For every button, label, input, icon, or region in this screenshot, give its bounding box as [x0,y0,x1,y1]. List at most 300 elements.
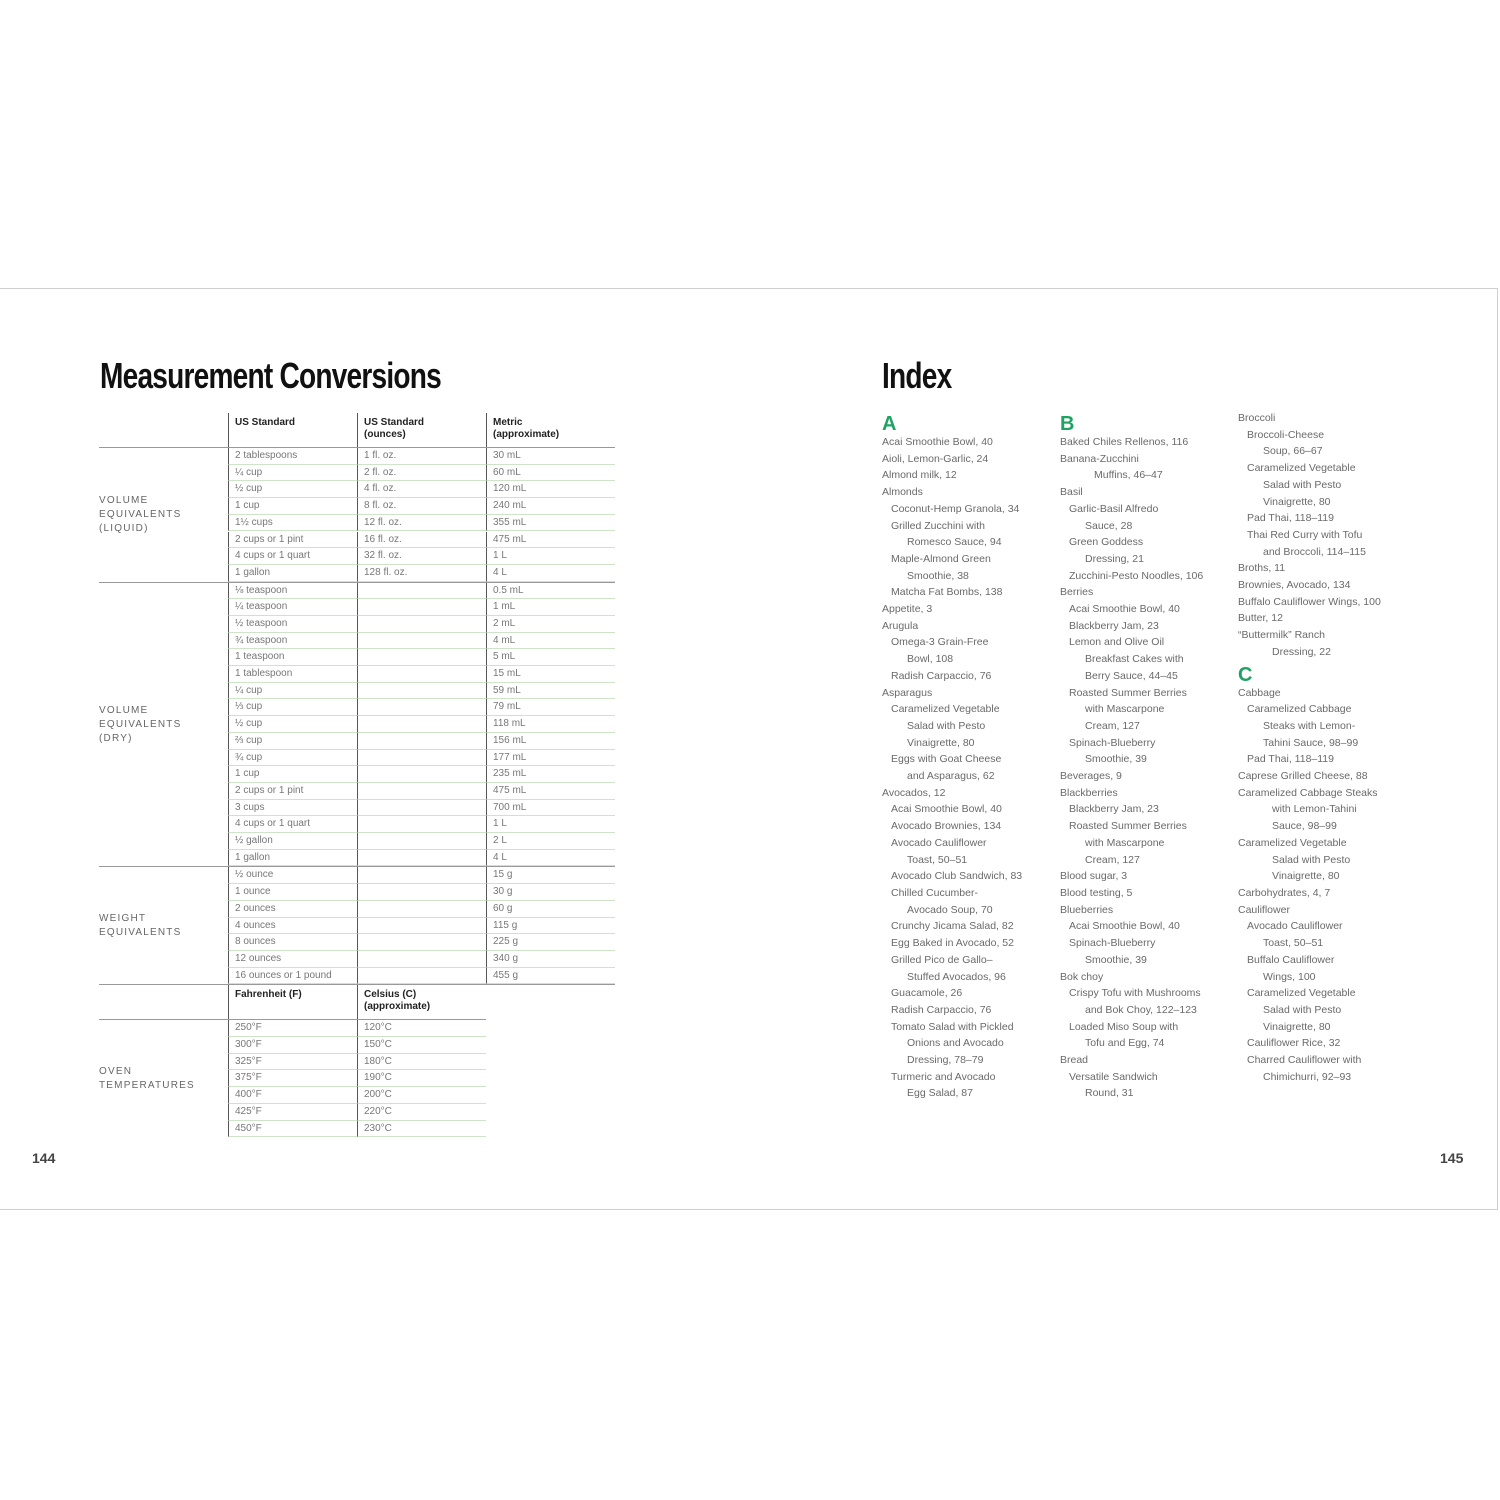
index-entry: Thai Red Curry with Tofu [1247,528,1363,541]
table-row [99,783,615,800]
index-entry: Caramelized Vegetable [1238,836,1347,849]
index-entry: Avocado Cauliflower [1247,920,1343,933]
index-entry: Avocado Cauliflower [891,836,987,849]
table-cell: 235 mL [486,766,615,783]
table-cell: 4 mL [486,633,615,650]
index-entry: Brownies, Avocado, 134 [1238,579,1351,592]
table-cell: 450°F [228,1121,357,1138]
index-entry: Aioli, Lemon-Garlic, 24 [882,452,989,465]
table-cell: ⅓ cup [228,699,357,716]
table-cell: 30 mL [486,448,615,465]
index-entry: Pad Thai, 118–119 [1247,753,1334,766]
table-row [99,934,615,951]
table-row [99,800,615,817]
index-entry: Vinaigrette, 80 [1263,495,1331,508]
table-cell: 32 fl. oz. [357,548,486,565]
table-cell: 1 cup [228,498,357,515]
index-entry: Roasted Summer Berries [1069,686,1187,699]
index-entry: Bread [1060,1054,1089,1067]
group-label-line: EQUIVALENTS [99,508,182,520]
table-row [99,1121,486,1138]
index-entry: Toast, 50–51 [1263,937,1324,950]
index-entry: Salad with Pesto [907,719,986,732]
index-entry: Salad with Pesto [1263,1003,1342,1016]
table-group [99,583,615,868]
table-cell: 150°C [357,1037,486,1054]
table-row [99,666,615,683]
index-entry: Wings, 100 [1263,970,1316,983]
table-cell: 60 g [486,901,615,918]
index-letter-heading: B [1060,413,1075,435]
index-entry: Salad with Pesto [1263,478,1342,491]
column-header [228,985,357,1019]
group-label-line: WEIGHT [99,912,147,924]
table-cell: 3 cups [228,800,357,817]
index-entry: Caramelized Cabbage Steaks [1238,786,1378,799]
table-cell: ⅛ teaspoon [228,583,357,600]
index-entry: Bowl, 108 [907,653,954,666]
table-cell [357,633,486,650]
index-entry: Avocados, 12 [882,786,946,799]
index-entry: Banana-Zucchini [1060,452,1139,465]
index-entry: Turmeric and Avocado [891,1070,996,1083]
table-cell: ⅔ cup [228,733,357,750]
table-cell: 2 cups or 1 pint [228,532,357,549]
index-entry: Cream, 127 [1085,719,1140,732]
index-entry: Vinaigrette, 80 [1263,1020,1331,1033]
table-cell: 230°C [357,1121,486,1138]
index-entry: Grilled Pico de Gallo– [891,953,993,966]
column-header-line: US Standard [364,417,425,428]
index-entry: Caramelized Vegetable [1247,987,1356,1000]
index-entry: Cauliflower [1238,903,1290,916]
table-cell: ½ cup [228,481,357,498]
index-entry: Zucchini-Pesto Noodles, 106 [1069,569,1204,582]
table-row [99,548,615,565]
column-header-line: (approximate) [364,1001,431,1013]
index-entry: Cauliflower Rice, 32 [1247,1037,1341,1050]
index-entry: Carbohydrates, 4, 7 [1238,886,1331,899]
table-row [99,532,615,549]
index-entry: Romesco Sauce, 94 [907,536,1002,549]
index-entry: Blood testing, 5 [1060,886,1133,899]
index-column [1060,410,1235,1102]
table-header-row [99,413,615,448]
table-cell: 1 fl. oz. [357,448,486,465]
table-cell: 1 gallon [228,850,357,867]
column-header-line: Fahrenheit (F) [235,989,302,1001]
index-entry: Chilled Cucumber- [891,886,978,899]
table-cell: 60 mL [486,465,615,482]
index-entry: Smoothie, 38 [907,569,969,582]
table-cell [357,816,486,833]
table-cell [357,783,486,800]
index-entry: Onions and Avocado [907,1037,1004,1050]
index-entry: Tofu and Egg, 74 [1085,1037,1165,1050]
index-entry: Arugula [882,619,919,632]
table-row [99,867,615,884]
table-cell: 1 mL [486,599,615,616]
index-entry: Acai Smoothie Bowl, 40 [882,436,993,448]
index-entry: Buffalo Cauliflower Wings, 100 [1238,595,1381,608]
table-cell [357,951,486,968]
column-header-line: (approximate) [493,429,560,440]
table-cell: 355 mL [486,515,615,532]
table-cell: ¾ teaspoon [228,633,357,650]
table-row [99,766,615,783]
table-cell: 12 fl. oz. [357,515,486,532]
index-entry: Appetite, 3 [882,603,933,616]
table-cell: ¼ teaspoon [228,599,357,616]
table-cell: 1 cup [228,766,357,783]
table-row [99,649,615,666]
index-entry: Smoothie, 39 [1085,753,1147,766]
table-group-oven [99,1020,615,1137]
page-number-right: 145 [1440,1150,1464,1166]
table-row [99,716,615,733]
table-cell: 1 gallon [228,565,357,582]
index-entry: Egg Salad, 87 [907,1087,973,1100]
index-entry: Egg Baked in Avocado, 52 [891,937,1014,950]
index-entry: with Mascarpone [1085,836,1165,849]
table-row [99,565,615,582]
table-cell [357,683,486,700]
table-cell: 1 teaspoon [228,649,357,666]
table-cell: 475 mL [486,532,615,549]
index-entry: Berry Sauce, 44–45 [1085,669,1178,682]
index-entry: Charred Cauliflower with [1247,1054,1362,1067]
index-column [1238,410,1413,1085]
table-cell: 177 mL [486,750,615,767]
table-row [99,833,615,850]
table-cell [357,867,486,884]
index-entry: Dressing, 21 [1085,552,1144,565]
table-cell: 240 mL [486,498,615,515]
table-row [99,465,615,482]
table-row [99,1054,486,1071]
column-header [486,413,615,447]
group-label-line: (LIQUID) [99,522,149,534]
index-title: Index [882,355,952,396]
table-cell: 1 ounce [228,884,357,901]
table-cell: 2 ounces [228,901,357,918]
table-cell: 300°F [228,1037,357,1054]
table-cell: 2 L [486,833,615,850]
table-row [99,683,615,700]
table-row [99,1070,486,1087]
table-cell: 4 cups or 1 quart [228,548,357,565]
index-entry: Vinaigrette, 80 [1272,870,1340,883]
index-entry: Steaks with Lemon- [1263,719,1356,732]
table-group [99,448,615,583]
table-cell: ½ ounce [228,867,357,884]
index-entry: Roasted Summer Berries [1069,820,1187,833]
index-entry: Grilled Zucchini with [891,519,985,532]
table-cell: 1 tablespoon [228,666,357,683]
index-entry: Blackberry Jam, 23 [1069,803,1159,816]
index-entry: Crunchy Jicama Salad, 82 [891,920,1014,933]
table-row [99,633,615,650]
table-row [99,1020,486,1037]
column-header-line: (ounces) [364,429,406,440]
group-label-line: VOLUME [99,494,149,506]
index-entry: Garlic-Basil Alfredo [1069,502,1159,515]
table-cell: 5 mL [486,649,615,666]
index-entry: Broths, 11 [1238,562,1286,575]
table-cell [357,616,486,633]
table-row [99,1087,486,1104]
table-cell: 8 ounces [228,934,357,951]
table-cell: 325°F [228,1054,357,1071]
index-entry: Caprese Grilled Cheese, 88 [1238,770,1368,783]
index-entry: Radish Carpaccio, 76 [891,1003,992,1016]
table-cell: 2 fl. oz. [357,465,486,482]
index-entry: Bok choy [1060,970,1104,983]
conversion-table [99,413,615,1137]
table-cell: 79 mL [486,699,615,716]
index-entry: and Asparagus, 62 [907,770,995,783]
index-entry: Round, 31 [1085,1087,1134,1100]
index-entry: Eggs with Goat Cheese [891,753,1002,766]
index-entry: Buffalo Cauliflower [1247,953,1335,966]
index-entry: Broccoli [1238,412,1276,424]
table-cell [357,968,486,985]
table-cell: 200°C [357,1087,486,1104]
table-row [99,481,615,498]
table-cell: 425°F [228,1104,357,1121]
group-label-line: EQUIVALENTS [99,718,182,730]
table-cell: 225 g [486,934,615,951]
table-cell: 180°C [357,1054,486,1071]
index-entry: Broccoli-Cheese [1247,428,1325,441]
table-cell [357,884,486,901]
page-title: Measurement Conversions [100,355,441,396]
table-row [99,498,615,515]
table-cell: 4 ounces [228,918,357,935]
index-entry: and Broccoli, 114–115 [1263,545,1366,558]
table-cell [357,716,486,733]
table-row [99,616,615,633]
table-cell: 16 fl. oz. [357,532,486,549]
index-entry: Avocado Club Sandwich, 83 [891,870,1023,883]
index-entry: Tahini Sauce, 98–99 [1263,736,1359,749]
table-row [99,599,615,616]
index-entry: Muffins, 46–47 [1094,469,1163,482]
index-entry: Matcha Fat Bombs, 138 [891,586,1003,599]
index-entry: Beverages, 9 [1060,770,1122,783]
table-cell [357,733,486,750]
table-cell: 15 g [486,867,615,884]
index-entry: Lemon and Olive Oil [1069,636,1165,649]
index-entry: Spinach-Blueberry [1069,736,1156,749]
table-cell: 190°C [357,1070,486,1087]
table-row [99,816,615,833]
table-cell: 475 mL [486,783,615,800]
table-cell [357,766,486,783]
table-cell: ¾ cup [228,750,357,767]
table-row [99,884,615,901]
table-cell: 455 g [486,968,615,985]
index-entry: Acai Smoothie Bowl, 40 [1069,920,1180,933]
table-cell [357,599,486,616]
table-row [99,1104,486,1121]
index-entry: Vinaigrette, 80 [907,736,975,749]
index-entry: Pad Thai, 118–119 [1247,512,1334,525]
table-cell: 250°F [228,1020,357,1037]
index-entry: Chimichurri, 92–93 [1263,1070,1352,1083]
index-entry: Maple-Almond Green [891,552,991,565]
table-cell: 2 cups or 1 pint [228,783,357,800]
index-entry: Green Goddess [1069,536,1144,549]
index-entry: with Mascarpone [1085,703,1165,716]
group-label-line: VOLUME [99,704,149,716]
column-header [357,413,486,447]
table-row [99,1037,486,1054]
table-cell: 120°C [357,1020,486,1037]
table-cell: 120 mL [486,481,615,498]
table-row [99,699,615,716]
table-cell: ¼ cup [228,465,357,482]
table-cell [357,901,486,918]
index-entry: Butter, 12 [1238,612,1283,625]
table-cell: 1 L [486,548,615,565]
index-entry: Tomato Salad with Pickled [891,1020,1014,1033]
index-entry: and Bok Choy, 122–123 [1085,1003,1197,1016]
index-entry: Almond milk, 12 [882,469,957,482]
table-cell [357,918,486,935]
table-row [99,583,615,600]
index-letter-heading: C [1238,663,1253,686]
table-row [99,951,615,968]
table-cell [357,833,486,850]
table-cell: 30 g [486,884,615,901]
index-entry: Avocado Soup, 70 [907,903,993,916]
column-header-line: Celsius (C) [364,989,417,1001]
table-cell: ½ cup [228,716,357,733]
index-entry: Caramelized Vegetable [891,703,1000,716]
table-cell [357,750,486,767]
index-entry: Acai Smoothie Bowl, 40 [1069,603,1180,616]
index-entry: Versatile Sandwich [1069,1070,1158,1083]
group-label-line: TEMPERATURES [99,1079,195,1091]
column-header-line: US Standard [235,417,296,428]
table-row [99,901,615,918]
index-entry: Coconut-Hemp Granola, 34 [891,502,1020,515]
table-cell: 2 tablespoons [228,448,357,465]
table-cell [357,583,486,600]
column-header-line: Metric [493,417,523,428]
index-entry: Spinach-Blueberry [1069,937,1156,950]
table-cell: 4 L [486,850,615,867]
table-row [99,918,615,935]
index-entry: Berries [1060,586,1094,599]
index-entry: Baked Chiles Rellenos, 116 [1060,436,1189,448]
column-header [228,413,357,447]
table-cell: 15 mL [486,666,615,683]
table-cell: 128 fl. oz. [357,565,486,582]
index-entry: with Lemon-Tahini [1272,803,1357,816]
index-entry: Blackberry Jam, 23 [1069,619,1159,632]
index-entry: Guacamole, 26 [891,987,963,1000]
table-cell: ½ gallon [228,833,357,850]
table-cell [357,699,486,716]
table-cell: 118 mL [486,716,615,733]
table-cell [357,666,486,683]
index-entry: Sauce, 28 [1085,519,1133,532]
table-cell: 156 mL [486,733,615,750]
table-cell: 8 fl. oz. [357,498,486,515]
table-cell: 4 fl. oz. [357,481,486,498]
table-cell: ¼ cup [228,683,357,700]
table-cell: 12 ounces [228,951,357,968]
table-row [99,850,615,867]
index-entry: Blueberries [1060,903,1114,916]
table-group [99,867,615,985]
table-cell: 115 g [486,918,615,935]
index-entry: Stuffed Avocados, 96 [907,970,1006,983]
table-row [99,448,615,465]
table-cell: 400°F [228,1087,357,1104]
table-cell: 0.5 mL [486,583,615,600]
index-letter-heading: A [882,413,897,435]
index-entry: Caramelized Cabbage [1247,703,1352,716]
index-entry: Dressing, 78–79 [907,1054,984,1067]
index-entry: Sauce, 98–99 [1272,820,1337,833]
index-entry: Salad with Pesto [1272,853,1351,866]
group-label-line: OVEN [99,1065,133,1077]
index-entry: Cream, 127 [1085,853,1140,866]
column-header [357,985,486,1019]
index-column [882,410,1057,1102]
table-cell [357,850,486,867]
group-label-line: (DRY) [99,732,133,744]
table-cell: 375°F [228,1070,357,1087]
table-cell: 16 ounces or 1 pound [228,968,357,985]
table-cell: 1½ cups [228,515,357,532]
table-cell: 340 g [486,951,615,968]
index-entry: Caramelized Vegetable [1247,462,1356,475]
index-entry: Crispy Tofu with Mushrooms [1069,987,1201,1000]
index-entry: Blood sugar, 3 [1060,870,1128,883]
index-entry: Soup, 66–67 [1263,445,1323,458]
index-entry: Breakfast Cakes with [1085,653,1184,666]
table-cell: 220°C [357,1104,486,1121]
table-cell: 1 L [486,816,615,833]
index-entry: Smoothie, 39 [1085,953,1147,966]
table-cell: 700 mL [486,800,615,817]
index-entry: Acai Smoothie Bowl, 40 [891,803,1002,816]
table-row [99,733,615,750]
table-cell: 4 L [486,565,615,582]
table-row [99,750,615,767]
index-entry: Asparagus [882,686,933,699]
table-cell: 2 mL [486,616,615,633]
table-cell [357,934,486,951]
index-entry: Omega-3 Grain-Free [891,636,989,649]
index-entry: Cabbage [1238,686,1281,699]
group-label-line: EQUIVALENTS [99,926,182,938]
page-number-left: 144 [32,1150,56,1166]
table-cell [357,800,486,817]
index-entry: Basil [1060,486,1083,499]
index-entry: Toast, 50–51 [907,853,968,866]
index-entry: Blackberries [1060,786,1118,799]
table-cell [357,649,486,666]
table-cell: 4 cups or 1 quart [228,816,357,833]
index-entry: Dressing, 22 [1272,645,1331,658]
table-cell: 59 mL [486,683,615,700]
table-row [99,515,615,532]
